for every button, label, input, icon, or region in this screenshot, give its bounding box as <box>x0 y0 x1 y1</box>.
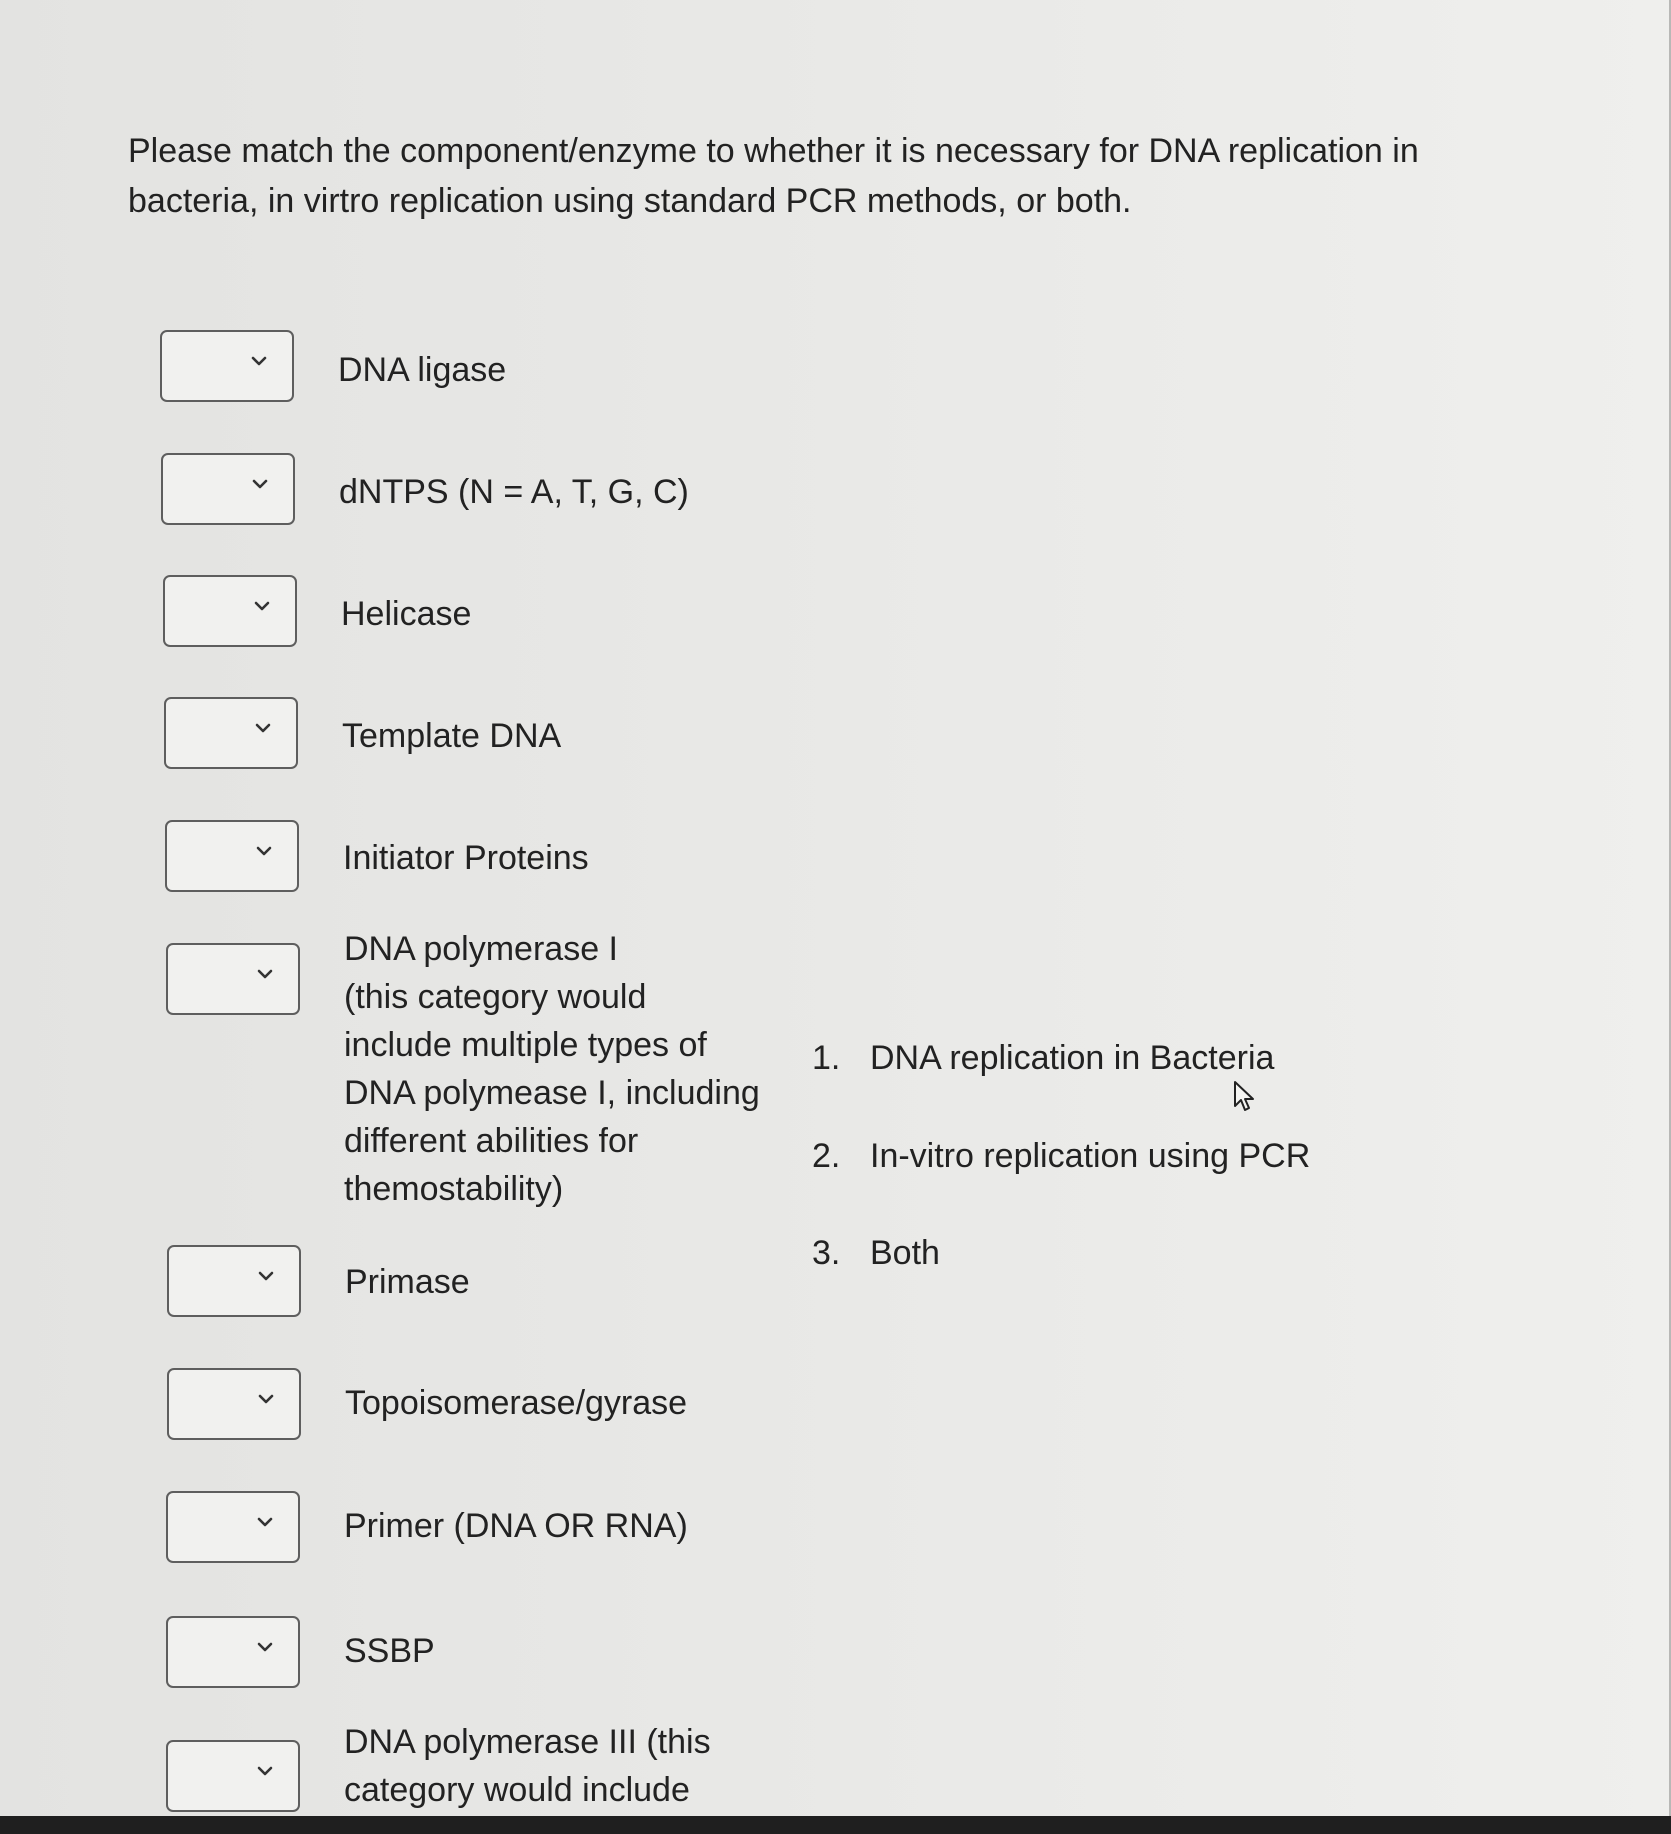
chevron-down-icon <box>255 842 273 860</box>
item-label: Initiator Proteins <box>343 839 589 877</box>
match-dropdown[interactable] <box>165 820 299 892</box>
item-label: DNA polymerase III (this category would include <box>344 1723 711 1809</box>
match-dropdown[interactable] <box>160 330 294 402</box>
match-dropdown[interactable] <box>167 1368 301 1440</box>
item-label: Template DNA <box>342 717 562 755</box>
answer-option <box>812 1229 940 1277</box>
item-label: DNA ligase <box>338 351 507 389</box>
chevron-down-icon <box>257 1390 275 1408</box>
chevron-down-icon <box>256 1638 274 1656</box>
option-text: Both <box>870 1234 940 1272</box>
mouse-cursor-icon <box>1232 1080 1258 1114</box>
answer-option <box>812 1034 1274 1082</box>
match-dropdown[interactable] <box>166 1616 300 1688</box>
option-number: 3. <box>812 1234 841 1272</box>
chevron-down-icon <box>251 475 269 493</box>
answer-option <box>812 1132 1310 1180</box>
chevron-down-icon <box>254 719 272 737</box>
chevron-down-icon <box>256 965 274 983</box>
match-dropdown[interactable] <box>166 1491 300 1563</box>
chevron-down-icon <box>257 1267 275 1285</box>
item-label: dNTPS (N = A, T, G, C) <box>339 473 689 511</box>
item-label: Helicase <box>341 595 472 633</box>
chevron-down-icon <box>256 1513 274 1531</box>
match-dropdown[interactable] <box>163 575 297 647</box>
chevron-down-icon <box>253 597 271 615</box>
option-number: 2. <box>812 1137 841 1175</box>
match-dropdown[interactable] <box>166 943 300 1015</box>
match-dropdown[interactable] <box>167 1245 301 1317</box>
chevron-down-icon <box>256 1762 274 1780</box>
match-dropdown[interactable] <box>166 1740 300 1812</box>
item-label: Topoisomerase/gyrase <box>345 1384 688 1422</box>
option-text: In-vitro replication using PCR <box>870 1137 1311 1175</box>
item-label: DNA polymerase I (this category would include multiple types of DNA polymease I, including different abilities for themostability) <box>344 930 760 1208</box>
question-text: Please match the component/enzyme to whether it is necessary for DNA replication in bacteria, in virtro replication using standard PCR methods, or both. <box>128 132 1419 220</box>
item-label: Primase <box>345 1263 470 1301</box>
item-label: Primer (DNA OR RNA) <box>344 1507 688 1545</box>
match-dropdown[interactable] <box>161 453 295 525</box>
item-label: SSBP <box>344 1632 435 1670</box>
match-dropdown[interactable] <box>164 697 298 769</box>
chevron-down-icon <box>250 352 268 370</box>
option-number: 1. <box>812 1039 841 1077</box>
option-text: DNA replication in Bacteria <box>870 1039 1275 1077</box>
